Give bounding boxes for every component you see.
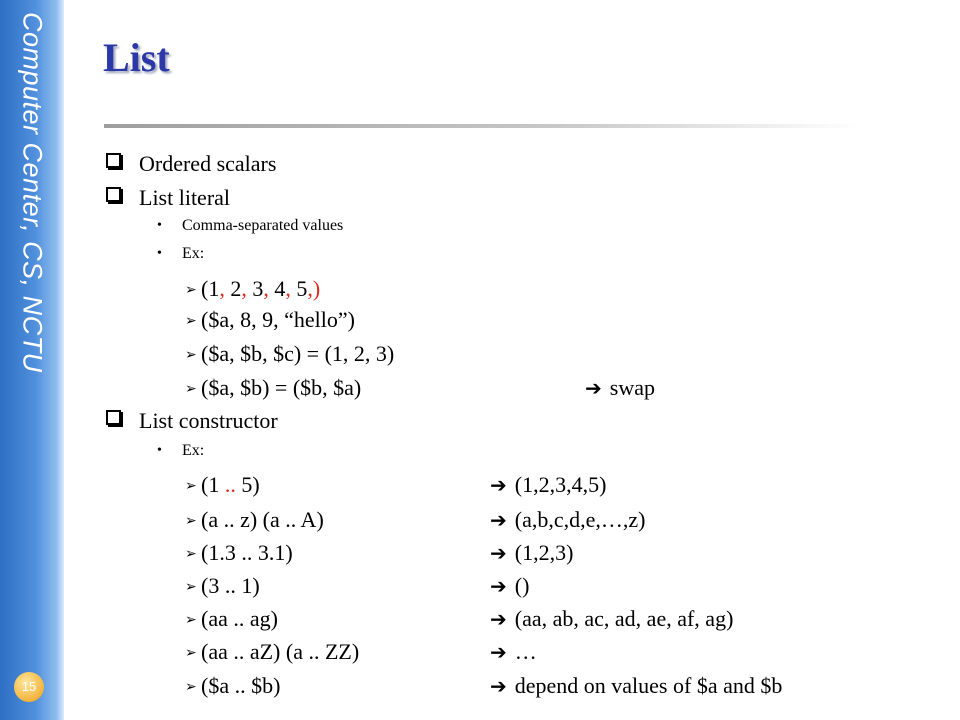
dot-bullet-icon: • [157, 218, 162, 233]
constructor-example [185, 472, 260, 498]
arrow-bullet-icon: ➢ [185, 547, 197, 562]
arrow-bullet-icon: ➢ [185, 514, 197, 529]
literal-example-4 [185, 375, 361, 401]
sub-bullet-text: Ex: [182, 442, 205, 459]
result-text: depend on values of $a and $b [514, 673, 783, 698]
constructor-example [185, 507, 324, 533]
code-text: ($a, 8, 9, “hello”) [201, 307, 355, 332]
constructor-example [185, 606, 278, 632]
bullet-ordered-scalars [106, 151, 276, 177]
result-text: … [514, 639, 537, 664]
swap-result [585, 375, 655, 401]
code-part: (1 [201, 276, 220, 301]
sub-bullet-ex [157, 245, 204, 263]
code-comma-highlight: ,) [307, 276, 321, 301]
result-text: (1,2,3,4,5) [514, 472, 607, 497]
arrow-bullet-icon: ➢ [185, 382, 197, 397]
code-text: ($a, $b, $c) = (1, 2, 3) [201, 341, 395, 366]
code-part: (1 [201, 472, 225, 497]
range-operator-highlight: .. [224, 472, 236, 497]
constructor-result [490, 673, 782, 699]
constructor-example [185, 673, 280, 699]
dot-bullet-icon: • [157, 443, 162, 458]
right-arrow-icon: ➔ [490, 541, 507, 565]
bullet-text: Ordered scalars [139, 151, 277, 176]
arrow-bullet-icon: ➢ [185, 646, 197, 661]
constructor-example [185, 639, 359, 665]
checkbox-bullet-icon [106, 410, 121, 425]
arrow-bullet-icon: ➢ [185, 613, 197, 628]
page-number-badge: 15 [14, 672, 44, 702]
slide-title: List [103, 35, 170, 80]
checkbox-bullet-icon [106, 153, 121, 168]
result-text: () [514, 573, 530, 598]
bullet-text: List literal [139, 185, 231, 210]
code-text: (1.3 .. 3.1) [201, 540, 293, 565]
code-text: (a .. z) (a .. A) [201, 507, 324, 532]
constructor-result [490, 573, 529, 599]
constructor-example [185, 573, 260, 599]
constructor-result [490, 606, 733, 632]
code-text: ($a, $b) = ($b, $a) [201, 375, 362, 400]
code-text: ($a .. $b) [201, 673, 281, 698]
arrow-bullet-icon: ➢ [185, 479, 197, 494]
sub-bullet-text: Ex: [182, 245, 205, 262]
sidebar-banner [0, 0, 64, 720]
result-text: (aa, ab, ac, ad, ae, af, ag) [514, 606, 734, 631]
bullet-text: List constructor [139, 408, 278, 433]
code-part: 5) [235, 472, 260, 497]
checkbox-bullet-icon [106, 187, 121, 202]
literal-example-1 [185, 276, 320, 302]
result-text: (a,b,c,d,e,…,z) [514, 507, 646, 532]
arrow-bullet-icon: ➢ [185, 348, 197, 363]
right-arrow-icon: ➔ [585, 376, 602, 400]
code-text: (3 .. 1) [201, 573, 260, 598]
right-arrow-icon: ➔ [490, 607, 507, 631]
right-arrow-icon: ➔ [490, 640, 507, 664]
right-arrow-icon: ➔ [490, 508, 507, 532]
arrow-bullet-icon: ➢ [185, 580, 197, 595]
literal-example-2 [185, 307, 355, 333]
constructor-result [490, 540, 573, 566]
result-text: swap [609, 375, 655, 400]
literal-example-3 [185, 341, 394, 367]
arrow-bullet-icon: ➢ [185, 314, 197, 329]
dot-bullet-icon: • [157, 246, 162, 261]
code-part: 5 [290, 276, 308, 301]
code-part: 4 [268, 276, 286, 301]
title-divider [104, 124, 860, 128]
right-arrow-icon: ➔ [490, 674, 507, 698]
result-text: (1,2,3) [514, 540, 574, 565]
constructor-result [490, 507, 645, 533]
arrow-bullet-icon: ➢ [185, 283, 197, 298]
code-part: 3 [246, 276, 264, 301]
arrow-bullet-icon: ➢ [185, 680, 197, 695]
constructor-result [490, 639, 537, 665]
code-part: 2 [224, 276, 242, 301]
sub-bullet-comma-separated [157, 217, 343, 235]
constructor-result [490, 472, 606, 498]
code-text: (aa .. aZ) (a .. ZZ) [201, 639, 360, 664]
sidebar-header-text: Computer Center, CS, NCTU [17, 12, 48, 373]
sub-bullet-text: Comma-separated values [182, 217, 344, 234]
code-comma-highlight: , [263, 276, 269, 301]
bullet-list-literal [106, 185, 230, 211]
code-comma-highlight: , [219, 276, 225, 301]
bullet-list-constructor [106, 408, 278, 434]
right-arrow-icon: ➔ [490, 574, 507, 598]
code-comma-highlight: , [285, 276, 291, 301]
code-comma-highlight: , [241, 276, 247, 301]
code-text: (aa .. ag) [201, 606, 278, 631]
right-arrow-icon: ➔ [490, 473, 507, 497]
constructor-example [185, 540, 293, 566]
sub-bullet-ex [157, 442, 204, 460]
